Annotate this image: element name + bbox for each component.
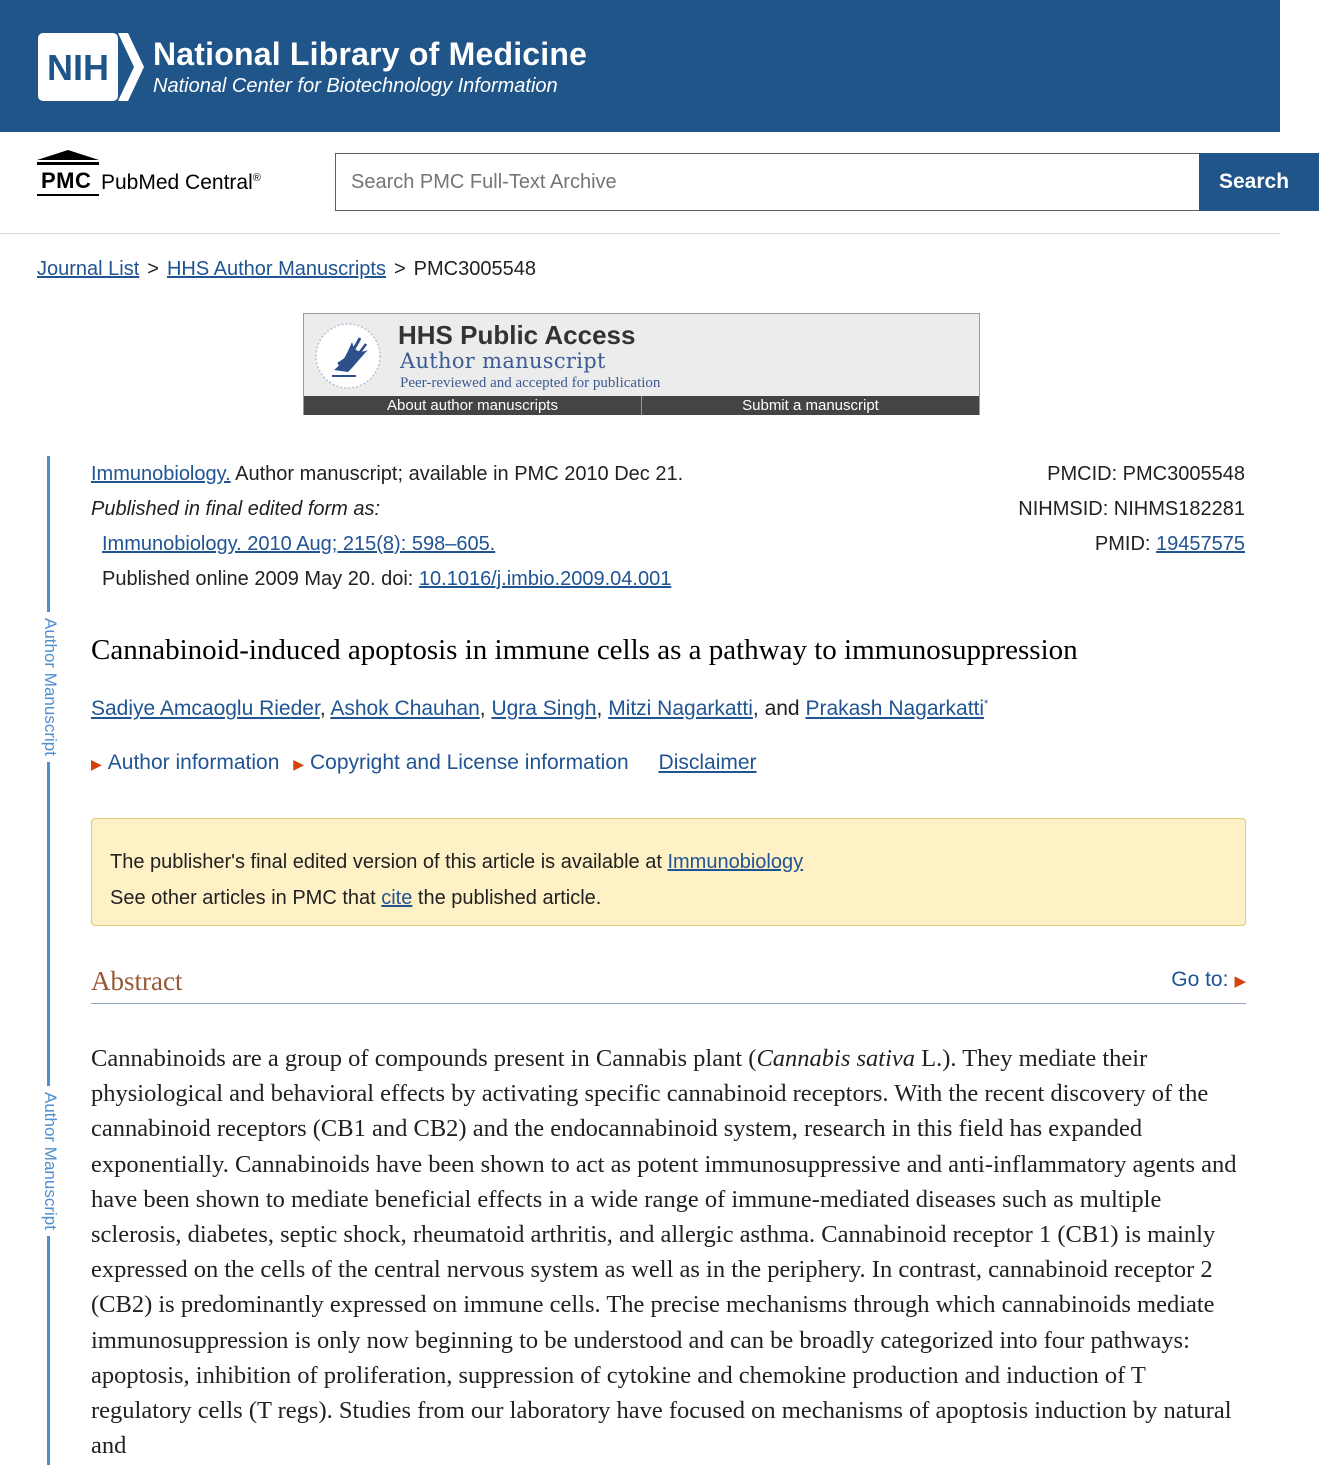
- about-author-manuscripts-button[interactable]: About author manuscripts: [387, 397, 558, 414]
- pmc-logo[interactable]: [37, 150, 287, 200]
- abstract-text: Cannabinoids are a group of compounds present in Cannabis plant (Cannabis sativa L.). They mediate their physiological and behavioral effects by activating specific cannabinoid receptors. With the recent discovery of the cannabinoid receptors (CB1 and CB2) and the endocannabinoid system, research in this field has expanded exponentially. Cannabinoids have been shown to act as potent immunosuppressive and anti-inflammatory agents and have been shown to mediate beneficial effects in a wide range of immune-mediated diseases such as multiple sclerosis, diabetes, septic shock, rheumatoid arthritis, and allergic asthma. Cannabinoid receptor 1 (CB1) is mainly expressed on the cells of the central nervous system as well as in the periphery. In contrast, cannabinoid receptor 2 (CB2) is predominantly expressed on immune cells. The precise mechanisms through which cannabinoids mediate immunosuppression is only now beginning to be understood and can be broadly categorized into four pathways: apoptosis, inhibition of proliferation, suppression of cytokine and chemokine production and induction of T regulatory cells (T regs). Studies from our laboratory have focused on mechanisms of apoptosis induction by natural and: [91, 1045, 1237, 1460]
- breadcrumb-separator: >: [147, 258, 159, 280]
- cite-link[interactable]: cite: [381, 887, 413, 909]
- nih-banner: [0, 0, 1280, 132]
- publisher-notice: [91, 818, 1246, 926]
- abstract-heading: Abstract: [91, 966, 183, 996]
- author-manuscript-side-label: Author Manuscript: [40, 1086, 60, 1236]
- goto-label: Go to:: [1171, 968, 1229, 991]
- journal-link[interactable]: Immunobiology.: [91, 463, 231, 485]
- author-list: Sadiye Amcaoglu Rieder, Ashok Chauhan, Ugra Singh, Mitzi Nagarkatti, and Prakash Nagarkatti*: [91, 697, 989, 720]
- hhs-tagline: Peer-reviewed and accepted for publication: [400, 375, 661, 391]
- registered-mark: ®: [252, 172, 261, 184]
- pmc-logo-name: PubMed Central®: [101, 171, 261, 194]
- breadcrumb-journal-list[interactable]: Journal List: [37, 258, 140, 280]
- pmid-link[interactable]: 19457575: [1156, 533, 1245, 555]
- nihmsid: NIHMSID: NIHMS182281: [1018, 498, 1245, 520]
- article-info-links: [91, 751, 757, 775]
- copyright-license-toggle[interactable]: Copyright and License information: [310, 751, 629, 774]
- abstract-header: [91, 966, 1246, 1004]
- pmcid: PMCID: PMC3005548: [1047, 463, 1245, 485]
- author-manuscript-side-label: Author Manuscript: [40, 612, 60, 762]
- goto-triangle-icon: ▶: [1234, 973, 1246, 990]
- expand-triangle-icon: ▶: [293, 756, 304, 772]
- author-link[interactable]: Mitzi Nagarkatti: [608, 697, 753, 720]
- author-link[interactable]: Prakash Nagarkatti: [805, 697, 985, 720]
- building-roof-icon: [37, 150, 99, 166]
- published-online-line: [102, 568, 671, 591]
- author-link[interactable]: Ugra Singh: [491, 697, 597, 720]
- citation-journal-line: [91, 463, 683, 486]
- hhs-eagle-seal-icon: [312, 320, 386, 392]
- goto-menu[interactable]: [1171, 968, 1246, 992]
- author-link[interactable]: Ashok Chauhan: [330, 697, 480, 720]
- author-and: and: [764, 697, 800, 720]
- pmc-logo-mark: PMC: [41, 168, 92, 193]
- nih-logo-icon[interactable]: [38, 33, 144, 101]
- notice-line-2: See other articles in PMC that cite the published article.: [110, 887, 602, 909]
- published-online-text: Published online 2009 May 20. doi:: [102, 568, 419, 590]
- hhs-public-access-banner: [303, 313, 980, 415]
- breadcrumb-hhs-author-manuscripts[interactable]: HHS Author Manuscripts: [166, 258, 386, 280]
- search-input[interactable]: [335, 153, 1199, 211]
- species-name: Cannabis sativa: [756, 1045, 916, 1072]
- author-information-toggle[interactable]: Author information: [107, 751, 280, 774]
- pmc-logo-underline: [37, 194, 99, 196]
- final-citation-line: [102, 533, 495, 556]
- nih-logo-text: NIH: [47, 47, 109, 88]
- nih-subtitle: National Center for Biotechnology Information: [153, 75, 558, 97]
- article-title: Cannabinoid-induced apoptosis in immune cells as a pathway to immunosuppression: [91, 634, 1078, 666]
- publisher-version-link[interactable]: Immunobiology: [667, 851, 804, 873]
- final-citation-link[interactable]: Immunobiology. 2010 Aug; 215(8): 598–605.: [102, 533, 496, 555]
- submit-manuscript-button[interactable]: Submit a manuscript: [641, 396, 979, 415]
- search-button[interactable]: Search: [1199, 153, 1319, 211]
- hhs-subtitle: Author manuscript: [400, 349, 606, 373]
- pmid-label: PMID:: [1094, 533, 1157, 555]
- breadcrumb: [37, 258, 536, 281]
- pmid-line: [1095, 533, 1245, 556]
- doi-link[interactable]: 10.1016/j.imbio.2009.04.001: [418, 568, 672, 590]
- breadcrumb-separator: >: [393, 258, 406, 280]
- disclaimer-link[interactable]: Disclaimer: [658, 751, 757, 774]
- author-manuscript-rail: [47, 456, 50, 1465]
- notice-line-1: The publisher's final edited version of this article is available at Immunobiology: [110, 851, 804, 873]
- breadcrumb-current: PMC3005548: [413, 258, 536, 280]
- pmc-header: [0, 132, 1290, 234]
- expand-triangle-icon: ▶: [91, 756, 102, 772]
- corresponding-author-mark: *: [984, 698, 989, 710]
- hhs-button-bar: [304, 396, 979, 415]
- hhs-title: HHS Public Access: [398, 320, 636, 350]
- availability-text: Author manuscript; available in PMC 2010 Dec 21.: [230, 463, 684, 485]
- published-final-label: Published in final edited form as:: [91, 498, 381, 520]
- nih-title[interactable]: National Library of Medicine: [153, 36, 588, 72]
- author-link[interactable]: Sadiye Amcaoglu Rieder: [91, 697, 320, 720]
